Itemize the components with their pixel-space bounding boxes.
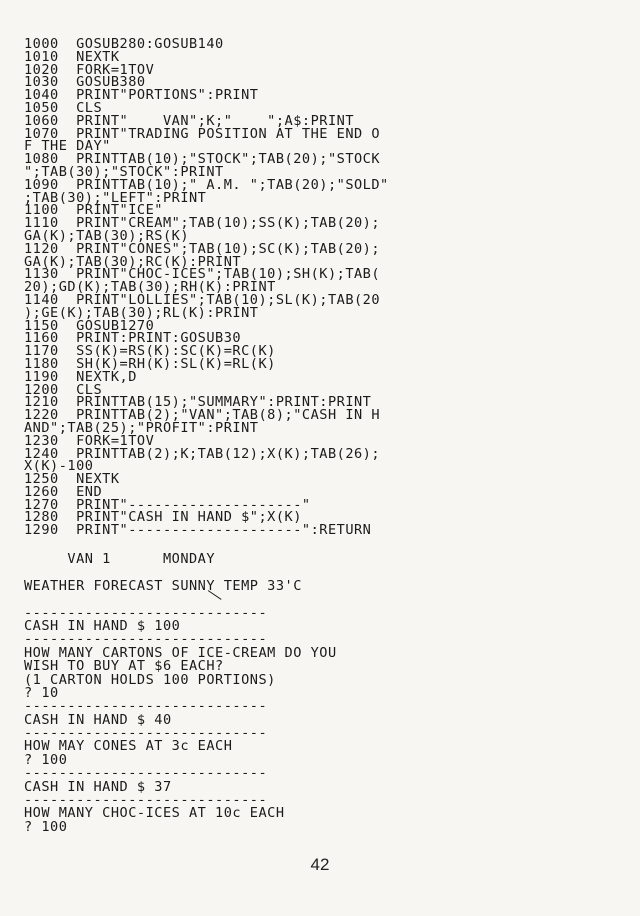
divider: ----------------------------: [24, 698, 268, 715]
code-line: 1150 GOSUB1270: [24, 317, 155, 334]
code-line: 1240 PRINTTAB(2);K;TAB(12);X(K);TAB(26);: [24, 445, 381, 462]
code-line: 1060 PRINT" VAN";K;" ";A$:PRINT: [24, 112, 354, 129]
divider: ----------------------------: [24, 725, 268, 742]
code-line: 1230 FORK=1TOV: [24, 432, 155, 449]
code-line: 1040 PRINT"PORTIONS":PRINT: [24, 87, 259, 104]
user-answer: ? 100: [24, 818, 68, 835]
code-line: 1090 PRINTTAB(10);" A.M. ";TAB(20);"SOLD": [24, 176, 389, 193]
code-line: 1020 FORK=1TOV: [24, 61, 155, 78]
code-line: ;TAB(30);"LEFT":PRINT: [24, 189, 207, 206]
code-line: 1260 END: [24, 483, 103, 500]
page-number: 42: [310, 855, 330, 874]
cash-in-hand: CASH IN HAND $ 40: [24, 711, 172, 728]
basic-listing: [24, 38, 624, 537]
prompt-line: (1 CARTON HOLDS 100 PORTIONS): [24, 671, 276, 688]
prompt-line: HOW MAY CONES AT 3c EACH: [24, 738, 233, 755]
code-line: 1120 PRINT"CONES";TAB(10);SC(K);TAB(20);: [24, 240, 381, 257]
weather-forecast: WEATHER FORECAST SUNNY TEMP 33'C: [24, 577, 302, 594]
code-line: 1160 PRINT:PRINT:GOSUB30: [24, 330, 242, 347]
code-line: 1210 PRINTTAB(15);"SUMMARY":PRINT:PRINT: [24, 394, 372, 411]
code-line: 1170 SS(K)=RS(K):SC(K)=RC(K): [24, 343, 276, 360]
code-line: );GE(K);TAB(30);RL(K):PRINT: [24, 304, 259, 321]
code-line: 1220 PRINTTAB(2);"VAN";TAB(8);"CASH IN H: [24, 407, 381, 424]
code-line: 1080 PRINTTAB(10);"STOCK";TAB(20);"STOCK: [24, 151, 381, 168]
prompt-line: HOW MANY CARTONS OF ICE-CREAM DO YOU: [24, 644, 337, 661]
code-line: 1140 PRINT"LOLLIES";TAB(10);SL(K);TAB(20: [24, 291, 381, 308]
code-line: ";TAB(30);"STOCK":PRINT: [24, 163, 224, 180]
divider: ----------------------------: [24, 765, 268, 782]
code-line: 1070 PRINT"TRADING POSITION AT THE END O: [24, 125, 381, 142]
code-line: 1190 NEXTK,D: [24, 368, 137, 385]
divider: ----------------------------: [24, 604, 268, 621]
code-line: 1200 CLS: [24, 381, 103, 398]
sample-run-output: [24, 553, 624, 834]
code-line: 1180 SH(K)=RH(K):SL(K)=RL(K): [24, 355, 276, 372]
user-answer: ? 10: [24, 684, 59, 701]
user-answer: ? 100: [24, 751, 68, 768]
code-line: F THE DAY": [24, 138, 111, 155]
code-line: GA(K);TAB(30);RC(K):PRINT: [24, 253, 242, 270]
code-line: 1010 NEXTK: [24, 48, 120, 65]
divider: ----------------------------: [24, 631, 268, 648]
cash-in-hand: CASH IN HAND $ 100: [24, 617, 181, 634]
code-line: 1100 PRINT"ICE": [24, 202, 163, 219]
code-line: X(K)-100: [24, 458, 94, 475]
code-line: 1130 PRINT"CHOC-ICES";TAB(10);SH(K);TAB(: [24, 266, 381, 283]
code-line: 1000 GOSUB280:GOSUB140: [24, 36, 224, 52]
code-line: 1110 PRINT"CREAM";TAB(10);SS(K);TAB(20);: [24, 215, 381, 232]
code-line: 1290 PRINT"--------------------":RETURN: [24, 522, 372, 539]
code-line: 1030 GOSUB380: [24, 74, 146, 91]
code-line: 1270 PRINT"--------------------": [24, 496, 311, 513]
code-line: GA(K);TAB(30);RS(K): [24, 227, 189, 244]
code-line: AND";TAB(25);"PROFIT":PRINT: [24, 419, 259, 436]
prompt-line: HOW MANY CHOC-ICES AT 10c EACH: [24, 805, 285, 822]
code-line: 1050 CLS: [24, 99, 103, 116]
code-line: 20);GD(K);TAB(30);RH(K):PRINT: [24, 279, 276, 296]
code-line: 1280 PRINT"CASH IN HAND $";X(K): [24, 509, 302, 526]
divider: ----------------------------: [24, 792, 268, 809]
cash-in-hand: CASH IN HAND $ 37: [24, 778, 172, 795]
prompt-line: WISH TO BUY AT $6 EACH?: [24, 658, 224, 675]
code-line: 1250 NEXTK: [24, 471, 120, 488]
run-header: VAN 1 MONDAY: [24, 551, 216, 567]
